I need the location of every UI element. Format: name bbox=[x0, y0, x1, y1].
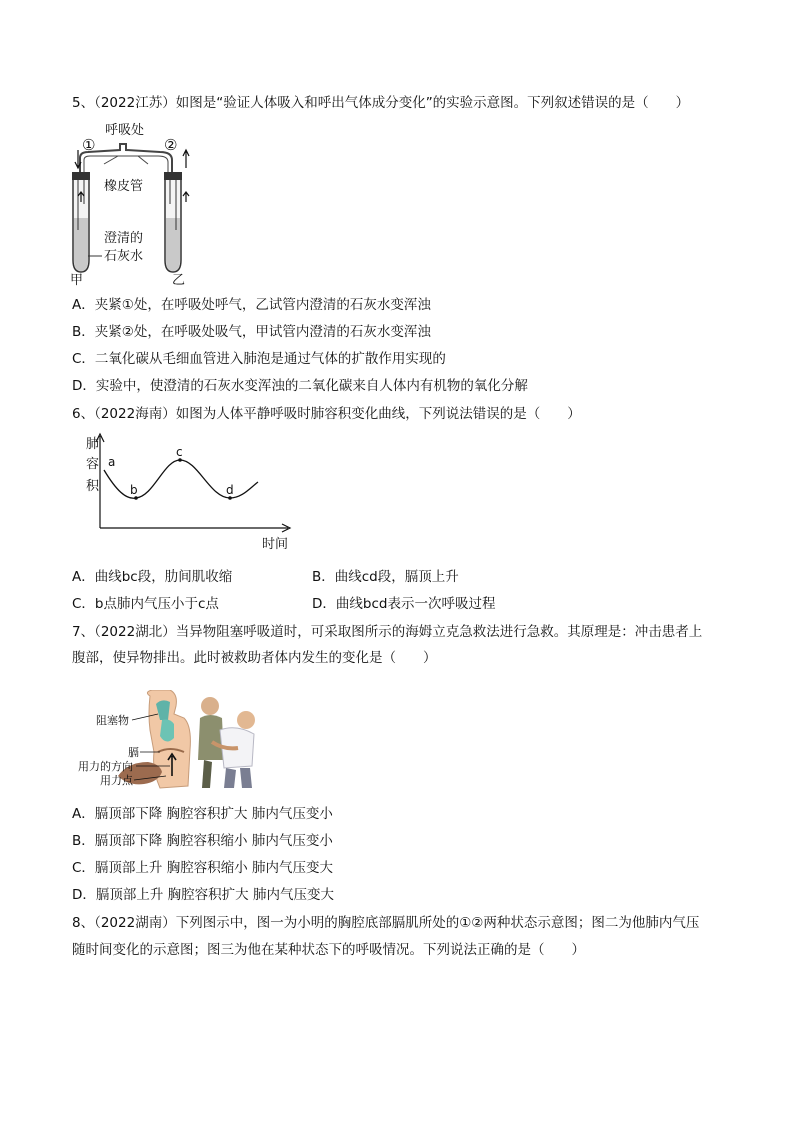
patient-head bbox=[237, 711, 255, 729]
left-stopper bbox=[72, 172, 90, 180]
q7-option-d: D．膈顶部上升 胸腔容积扩大 肺内气压变大 bbox=[72, 887, 334, 903]
q5-option-c: C．二氧化碳从毛细血管进入肺泡是通过气体的扩散作用实现的 bbox=[72, 351, 446, 367]
q6-option-d: D．曲线bcd表示一次呼吸过程 bbox=[312, 596, 496, 612]
patient-legs bbox=[224, 768, 252, 788]
q5-mark-2: ② bbox=[164, 136, 178, 154]
q6-point-b: b bbox=[130, 483, 138, 497]
q7-label-block: 阻塞物 bbox=[96, 714, 129, 727]
left-lime-water bbox=[74, 218, 88, 271]
q6-option-c: C．b点肺内气压小于c点 bbox=[72, 596, 219, 612]
q8-stem-line1: 8、（2022湖南）下列图示中，图一为小明的胸腔底部膈肌所处的①②两种状态示意图；图二为他肺内气压 bbox=[72, 915, 700, 931]
q5-stem: 5、（2022江苏）如图是“验证人体吸入和呼出气体成分变化”的实验示意图。下列叙述错误的是（ ） bbox=[72, 95, 690, 111]
rescuer-torso bbox=[198, 715, 224, 760]
right-arrow-icon bbox=[183, 150, 189, 168]
q5-option-a: A．夹紧①处，在呼吸处呼气，乙试管内澄清的石灰水变浑浊 bbox=[72, 297, 431, 313]
right-inner-arrow-icon bbox=[183, 192, 189, 202]
rubber-tube-inner bbox=[84, 156, 168, 178]
q6-ylabel-1: 肺 bbox=[86, 437, 100, 452]
q6-point-c: c bbox=[176, 445, 183, 459]
q6-lung-volume-figure bbox=[80, 432, 296, 554]
rescuer-leg bbox=[202, 760, 212, 788]
q7-option-b: B．膈顶部下降 胸腔容积缩小 肺内气压变小 bbox=[72, 833, 333, 849]
lung-shape bbox=[160, 720, 174, 742]
q6-point-a: a bbox=[108, 455, 116, 469]
q5-label-top: 呼吸处 bbox=[105, 123, 145, 138]
right-stopper bbox=[164, 172, 182, 180]
rescuer-head bbox=[201, 697, 219, 715]
q7-label-point: 用力点 bbox=[100, 774, 133, 787]
q5-option-b: B．夹紧②处，在呼吸处吸气，甲试管内澄清的石灰水变浑浊 bbox=[72, 324, 431, 340]
volume-curve bbox=[104, 460, 258, 498]
q5-experiment-figure bbox=[68, 120, 196, 286]
q7-heimlich-figure bbox=[74, 690, 270, 790]
q7-label-diaphragm: 膈 bbox=[128, 746, 139, 759]
q6-xlabel: 时间 bbox=[262, 537, 289, 552]
q5-label-tube: 橡皮管 bbox=[104, 179, 144, 194]
q6-point-d: d bbox=[226, 483, 234, 497]
q5-label-water-1: 澄清的 bbox=[104, 231, 144, 246]
right-lime-water bbox=[166, 218, 180, 271]
q5-label-water-2: 石灰水 bbox=[104, 249, 144, 264]
q5-label-right: 乙 bbox=[172, 273, 186, 286]
q6-ylabel-3: 积 bbox=[86, 479, 100, 494]
q7-stem-line1: 7、（2022湖北）当异物阻塞呼吸道时，可采取图所示的海姆立克急救法进行急救。其原理是：冲击患者上 bbox=[72, 624, 703, 640]
q7-option-c: C．膈顶部上升 胸腔容积缩小 肺内气压变大 bbox=[72, 860, 334, 876]
q5-mark-1: ① bbox=[82, 136, 96, 154]
q7-stem-line2: 腹部，使异物排出。此时被救助者体内发生的变化是（ ） bbox=[72, 650, 437, 666]
q6-stem: 6、（2022海南）如图为人体平静呼吸时肺容积变化曲线，下列说法错误的是（ ） bbox=[72, 406, 581, 422]
q7-option-a: A．膈顶部下降 胸腔容积扩大 肺内气压变小 bbox=[72, 806, 333, 822]
q5-label-left: 甲 bbox=[70, 273, 84, 286]
q7-label-direction: 用力的方向 bbox=[78, 760, 133, 773]
q6-ylabel-2: 容 bbox=[86, 457, 100, 472]
q6-option-a: A．曲线bc段，肋间肌收缩 bbox=[72, 569, 233, 585]
q5-option-d: D．实验中，使澄清的石灰水变浑浊的二氧化碳来自人体内有机物的氧化分解 bbox=[72, 378, 528, 394]
q8-stem-line2: 随时间变化的示意图；图三为他在某种状态下的呼吸情况。下列说法正确的是（ ） bbox=[72, 942, 585, 958]
q6-option-b: B．曲线cd段，膈顶上升 bbox=[312, 569, 459, 585]
